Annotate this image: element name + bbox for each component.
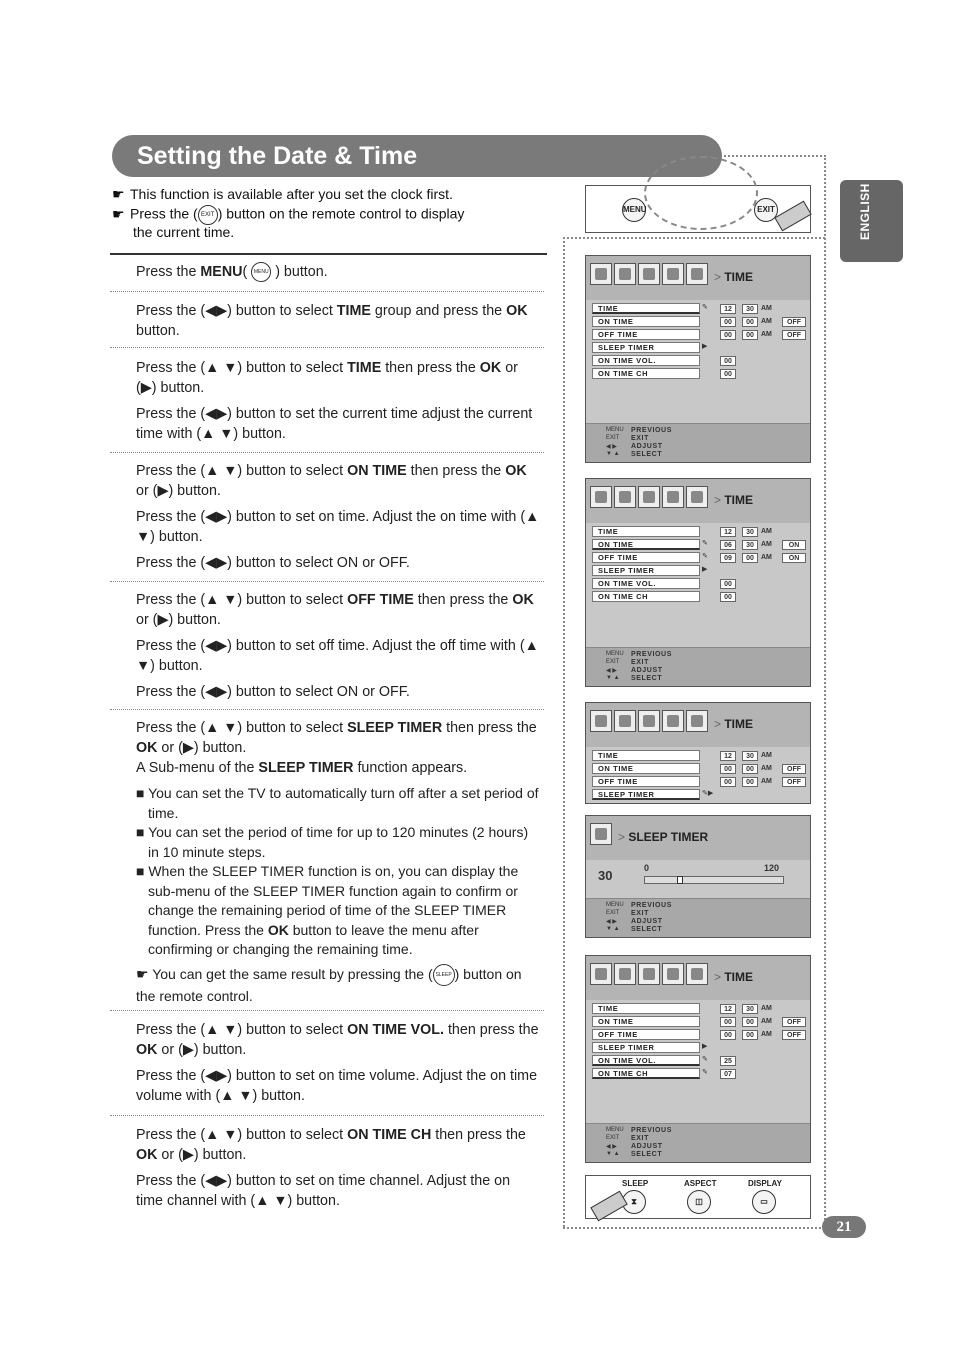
footer-previous: PREVIOUS [631, 651, 672, 658]
osd-row-time: TIME [592, 1003, 700, 1014]
step-separator [110, 291, 544, 292]
timer-icon [638, 963, 660, 985]
step-text: Press the (▲ ▼) button to select [136, 360, 348, 376]
step-text: OFF TIME [347, 592, 414, 608]
hour-field: 00 [720, 1017, 736, 1027]
dotted-guide [563, 1227, 825, 1229]
note-text: This function is available after you set the clock first. [130, 186, 453, 202]
am-label: AM [761, 541, 772, 548]
left-right-icon: ◀ ▶ [606, 1144, 617, 1150]
dotted-guide [563, 237, 565, 1227]
pencil-icon: ✎ [702, 540, 708, 547]
on-off-field: OFF [782, 777, 806, 787]
hour-field: 00 [720, 317, 736, 327]
step-separator [110, 709, 544, 710]
step-text: ON TIME CH [347, 1127, 432, 1143]
bullet-item [136, 862, 541, 960]
step-text: Press the (▲ ▼) button to select [136, 1022, 348, 1038]
bullet-text: button to leave the menu after confirming or changing the remaining time. [148, 921, 479, 957]
hour-field: 12 [720, 751, 736, 761]
osd-header [586, 256, 810, 300]
on-off-field: ON [782, 553, 806, 563]
am-label: AM [761, 554, 772, 561]
osd-header [586, 956, 810, 1000]
arrow-right-icon: ▶ [702, 343, 708, 350]
feature-icon [686, 710, 708, 732]
hour-field: 12 [720, 527, 736, 537]
pointing-hand-icon: ☛ [136, 966, 153, 982]
pointer-hand-icon [590, 1191, 627, 1222]
footer-previous: PREVIOUS [631, 902, 672, 909]
sound-icon [614, 263, 636, 285]
setup-icon [662, 486, 684, 508]
am-label: AM [761, 318, 772, 325]
footer-adjust: ADJUST [631, 443, 663, 450]
step-text: Press the (◀▶) button to select ON or OFF. [136, 684, 410, 700]
minute-field: 00 [742, 1030, 758, 1040]
step-text: then press the [443, 1022, 539, 1038]
osd-header [586, 703, 810, 747]
minute-field: 00 [742, 1017, 758, 1027]
step-text: TIME [336, 303, 371, 319]
arrow-right-icon: ▶ [702, 1043, 708, 1050]
picture-icon [590, 263, 612, 285]
step-text: or (▶) button. [157, 1147, 247, 1163]
osd-row-time: TIME [592, 526, 700, 537]
step-text: Press the [136, 264, 201, 280]
timer-icon [590, 823, 612, 845]
feature-icon [686, 263, 708, 285]
sound-icon [614, 486, 636, 508]
exit-key-label: EXIT [606, 910, 620, 916]
aspect-label: ASPECT [684, 1179, 717, 1188]
step-text: Press the (▲ ▼) button to select [136, 720, 348, 736]
tip-text: ) button on the remote control. [136, 966, 522, 1005]
minute-field: 00 [742, 330, 758, 340]
divider [110, 253, 547, 255]
on-off-field: OFF [782, 764, 806, 774]
step-text: function appears. [353, 760, 468, 776]
hour-field: 00 [720, 764, 736, 774]
footer-select: SELECT [631, 1151, 663, 1158]
osd-footer [586, 423, 810, 462]
step-separator [110, 347, 544, 348]
menu-key-label: MENU [606, 651, 624, 657]
bullet-item: ■ You can set the period of time for up to 120 minutes (2 hours) in 10 minute steps. [136, 824, 529, 860]
picture-icon [590, 486, 612, 508]
language-label: ENGLISH [858, 183, 872, 240]
arrow-right-icon: ▶ [702, 566, 708, 573]
osd-row-on-time: ON TIME [592, 539, 700, 550]
osd-row-time: TIME [592, 303, 700, 314]
osd-row-on-time-ch: ON TIME CH [592, 1068, 700, 1079]
note-clock [112, 186, 453, 203]
osd-row-off-time: OFF TIME [592, 1029, 700, 1040]
minute-field: 00 [742, 777, 758, 787]
tip-text: You can get the same result by pressing the ( [152, 966, 433, 982]
step-text: then press the [381, 360, 480, 376]
am-label: AM [761, 528, 772, 535]
step-text: OK [506, 303, 528, 319]
osd-row-on-time-vol: ON TIME VOL. [592, 578, 700, 589]
footer-select: SELECT [631, 926, 663, 933]
on-off-field: OFF [782, 1017, 806, 1027]
osd-row-on-time-ch: ON TIME CH [592, 591, 700, 602]
osd-row-time: TIME [592, 750, 700, 761]
menu-button[interactable]: MENU [622, 198, 646, 222]
setup-icon [662, 710, 684, 732]
on-off-field: ON [782, 540, 806, 550]
osd-title: > TIME [714, 270, 753, 284]
osd-title: > TIME [714, 493, 753, 507]
step-8 [136, 1125, 541, 1217]
osd-footer [586, 1123, 810, 1162]
pencil-icon: ✎ [702, 1069, 708, 1076]
minute-field: 30 [742, 540, 758, 550]
dotted-guide [824, 155, 826, 1227]
step-text: Press the (▲ ▼) button to select [136, 1127, 348, 1143]
sleep-tip [136, 964, 541, 1006]
sleep-icon: SLEEP [433, 964, 455, 986]
osd-row-sleep-timer: SLEEP TIMER [592, 565, 700, 576]
on-off-field: OFF [782, 330, 806, 340]
step-text: then press the [406, 463, 506, 479]
osd-menu-icons [590, 963, 708, 985]
hour-field: 06 [720, 540, 736, 550]
slider-min-label: 0 [644, 863, 650, 873]
step-separator [110, 452, 544, 453]
step-1 [136, 262, 541, 288]
minute-field: 30 [742, 1004, 758, 1014]
osd-on-time-screen [585, 478, 811, 687]
footer-select: SELECT [631, 451, 663, 458]
step-text: OK [136, 1042, 158, 1058]
sleep-label: SLEEP [622, 1179, 649, 1188]
step-text: Press the (◀▶) button to set the current time adjust the current time with (▲ ▼) button. [136, 406, 533, 442]
dotted-guide [724, 155, 826, 157]
pencil-icon: ✎ [702, 304, 708, 311]
osd-row-on-time-vol: ON TIME VOL. [592, 1055, 700, 1066]
minute-field: 00 [742, 764, 758, 774]
osd-on-time-vol-screen [585, 955, 811, 1163]
osd-sleep-select-screen [585, 702, 811, 804]
slider-max-label: 120 [764, 863, 780, 873]
osd-row-on-time: ON TIME [592, 1016, 700, 1027]
am-label: AM [761, 1018, 772, 1025]
pencil-icon: ✎▶ [702, 790, 714, 797]
menu-key-label: MENU [606, 427, 624, 433]
step-text: Press the (◀▶) button to set off time. Adjust the off time with (▲ ▼) button. [136, 638, 539, 674]
step-separator [110, 581, 544, 582]
setup-icon [662, 263, 684, 285]
step-separator [110, 1010, 544, 1011]
am-label: AM [761, 752, 772, 759]
step-text: OK [512, 592, 534, 608]
menu-key-label: MENU [606, 1127, 624, 1133]
up-down-icon: ▼ ▲ [606, 451, 620, 457]
up-down-icon: ▼ ▲ [606, 926, 620, 932]
dotted-guide [563, 237, 825, 239]
osd-row-on-time-vol: ON TIME VOL. [592, 355, 700, 366]
step-text: Press the (◀▶) button to set on time channel. Adjust the on time channel with (▲ ▼) button. [136, 1173, 511, 1209]
osd-footer [586, 898, 810, 937]
exit-key-label: EXIT [606, 435, 620, 441]
picture-icon [590, 710, 612, 732]
footer-previous: PREVIOUS [631, 427, 672, 434]
slider-thumb [677, 876, 683, 884]
hour-field: 09 [720, 553, 736, 563]
osd-menu-icons [590, 710, 708, 732]
osd-title: > TIME [714, 970, 753, 984]
osd-footer [586, 647, 810, 686]
channel-field: 07 [720, 1069, 736, 1079]
step-5 [136, 590, 541, 708]
step-text: then press the [431, 1127, 526, 1143]
step-text: group and press the [370, 303, 507, 319]
step-6 [136, 718, 541, 960]
on-off-field: OFF [782, 317, 806, 327]
step-text: Press the (▲ ▼) button to select [136, 463, 348, 479]
channel-field: 00 [720, 369, 736, 379]
osd-row-on-time: ON TIME [592, 763, 700, 774]
note-text: Press the ( [130, 205, 198, 222]
left-right-icon: ◀ ▶ [606, 668, 617, 674]
aspect-button[interactable]: ◫ [687, 1190, 711, 1214]
step-text: then press the [442, 720, 537, 736]
pencil-icon: ✎ [702, 553, 708, 560]
exit-button[interactable]: EXIT [754, 198, 778, 222]
footer-exit: EXIT [631, 659, 649, 666]
sound-icon [614, 963, 636, 985]
am-label: AM [761, 331, 772, 338]
step-text: ) button. [271, 264, 328, 280]
step-text: OK [505, 463, 527, 479]
step-separator [110, 1115, 544, 1116]
osd-menu-icons [590, 486, 708, 508]
exit-icon: EXIT [198, 205, 218, 225]
setup-icon [662, 963, 684, 985]
exit-key-label: EXIT [606, 659, 620, 665]
timer-icon [638, 263, 660, 285]
step-text: Press the (▲ ▼) button to select [136, 592, 348, 608]
osd-title: > SLEEP TIMER [618, 830, 708, 844]
step-2 [136, 301, 541, 347]
minute-field: 30 [742, 304, 758, 314]
osd-row-sleep-timer: SLEEP TIMER [592, 1042, 700, 1053]
osd-row-on-time: ON TIME [592, 316, 700, 327]
step-text: or (▶) button. [136, 360, 518, 396]
footer-exit: EXIT [631, 910, 649, 917]
osd-menu-icons [590, 823, 612, 845]
step-text: Press the (◀▶) button to select ON or OFF. [136, 555, 410, 571]
sleep-button[interactable]: ⧗ [622, 1190, 646, 1214]
minute-field: 00 [742, 553, 758, 563]
volume-field: 00 [720, 579, 736, 589]
step-3 [136, 358, 541, 450]
sound-icon [614, 710, 636, 732]
step-text: SLEEP TIMER [347, 720, 443, 736]
footer-exit: EXIT [631, 435, 649, 442]
exit-key-label: EXIT [606, 1135, 620, 1141]
bullet-item: ■ You can set the TV to automatically turn off after a set period of time. [136, 785, 539, 821]
volume-field: 00 [720, 356, 736, 366]
am-label: AM [761, 765, 772, 772]
note-exit-cont: the current time. [133, 224, 235, 240]
up-down-icon: ▼ ▲ [606, 675, 620, 681]
osd-menu-icons [590, 263, 708, 285]
osd-row-sleep-timer: SLEEP TIMER [592, 789, 700, 800]
step-text: or (▶) button. [136, 612, 221, 628]
timer-icon [638, 486, 660, 508]
am-label: AM [761, 778, 772, 785]
footer-exit: EXIT [631, 1135, 649, 1142]
step-text: MENU [200, 264, 243, 280]
am-label: AM [761, 305, 772, 312]
step-text: or (▶) button. [157, 1042, 247, 1058]
bullet-text: ■ When the SLEEP TIMER function is on, you can display the sub-menu of the SLEEP TIMER function again to confirm or change the remaining period of time of the SLEEP TIMER function. Press the [136, 863, 519, 938]
osd-row-off-time: OFF TIME [592, 552, 700, 563]
channel-field: 00 [720, 592, 736, 602]
am-label: AM [761, 1005, 772, 1012]
footer-adjust: ADJUST [631, 918, 663, 925]
step-text: OK [136, 740, 158, 756]
up-down-icon: ▼ ▲ [606, 1151, 620, 1157]
footer-adjust: ADJUST [631, 667, 663, 674]
footer-previous: PREVIOUS [631, 1127, 672, 1134]
pointer-hand-icon [774, 201, 811, 232]
hour-field: 12 [720, 304, 736, 314]
minute-field: 30 [742, 527, 758, 537]
step-text: Press the (◀▶) button to set on time volume. Adjust the on time volume with (▲ ▼) button. [136, 1068, 538, 1104]
feature-icon [686, 486, 708, 508]
step-text: Press the (◀▶) button to select [136, 303, 337, 319]
osd-row-sleep-timer: SLEEP TIMER [592, 342, 700, 353]
minute-field: 30 [742, 751, 758, 761]
timer-icon [638, 710, 660, 732]
display-label: DISPLAY [748, 1179, 782, 1188]
osd-time-screen [585, 255, 811, 463]
hour-field: 12 [720, 1004, 736, 1014]
step-text: ON TIME VOL. [347, 1022, 444, 1038]
footer-select: SELECT [631, 675, 663, 682]
step-4 [136, 461, 541, 579]
on-off-field: OFF [782, 1030, 806, 1040]
menu-icon: MENU [251, 262, 271, 282]
step-7 [136, 1020, 541, 1112]
volume-field: 25 [720, 1056, 736, 1066]
display-button[interactable]: ▭ [752, 1190, 776, 1214]
step-text: or (▶) button. [136, 483, 221, 499]
feature-icon [686, 963, 708, 985]
step-text: OK [479, 360, 502, 376]
osd-row-off-time: OFF TIME [592, 776, 700, 787]
osd-row-on-time-ch: ON TIME CH [592, 368, 700, 379]
picture-icon [590, 963, 612, 985]
sleep-value: 30 [598, 868, 613, 883]
step-text: A Sub-menu of the [136, 760, 259, 776]
step-text: SLEEP TIMER [258, 760, 354, 776]
remote-dpad-outline [644, 156, 758, 230]
step-text: TIME [347, 360, 382, 376]
hour-field: 00 [720, 330, 736, 340]
osd-row-off-time: OFF TIME [592, 329, 700, 340]
menu-key-label: MENU [606, 902, 624, 908]
remote-illustration-top [585, 185, 811, 233]
left-right-icon: ◀ ▶ [606, 444, 617, 450]
am-label: AM [761, 1031, 772, 1038]
minute-field: 00 [742, 317, 758, 327]
step-text: OK [136, 1147, 158, 1163]
bullet-text: OK [267, 921, 289, 938]
osd-sleep-timer-screen [585, 815, 811, 938]
osd-title: > TIME [714, 717, 753, 731]
note-text: ) button on the remote control to display [217, 205, 465, 222]
step-text: or (▶) button. [157, 740, 247, 756]
left-right-icon: ◀ ▶ [606, 919, 617, 925]
remote-illustration-bottom [585, 1175, 811, 1219]
step-text: Press the (◀▶) button to set on time. Adjust the on time with (▲ ▼) button. [136, 509, 540, 545]
sleep-slider [644, 876, 784, 884]
footer-adjust: ADJUST [631, 1143, 663, 1150]
step-text: button. [136, 323, 180, 339]
osd-header [586, 816, 810, 860]
hour-field: 00 [720, 777, 736, 787]
step-text: ( [242, 264, 252, 280]
language-tab [840, 180, 903, 262]
osd-header [586, 479, 810, 523]
page-number: 21 [822, 1216, 866, 1238]
pointing-hand-icon: ☛ [112, 205, 125, 222]
hour-field: 00 [720, 1030, 736, 1040]
step-text: ON TIME [347, 463, 407, 479]
note-exit [112, 205, 464, 225]
page-title: Setting the Date & Time [112, 135, 722, 177]
pointing-hand-icon: ☛ [112, 186, 125, 202]
pencil-icon: ✎ [702, 1056, 708, 1063]
step-text: then press the [413, 592, 513, 608]
